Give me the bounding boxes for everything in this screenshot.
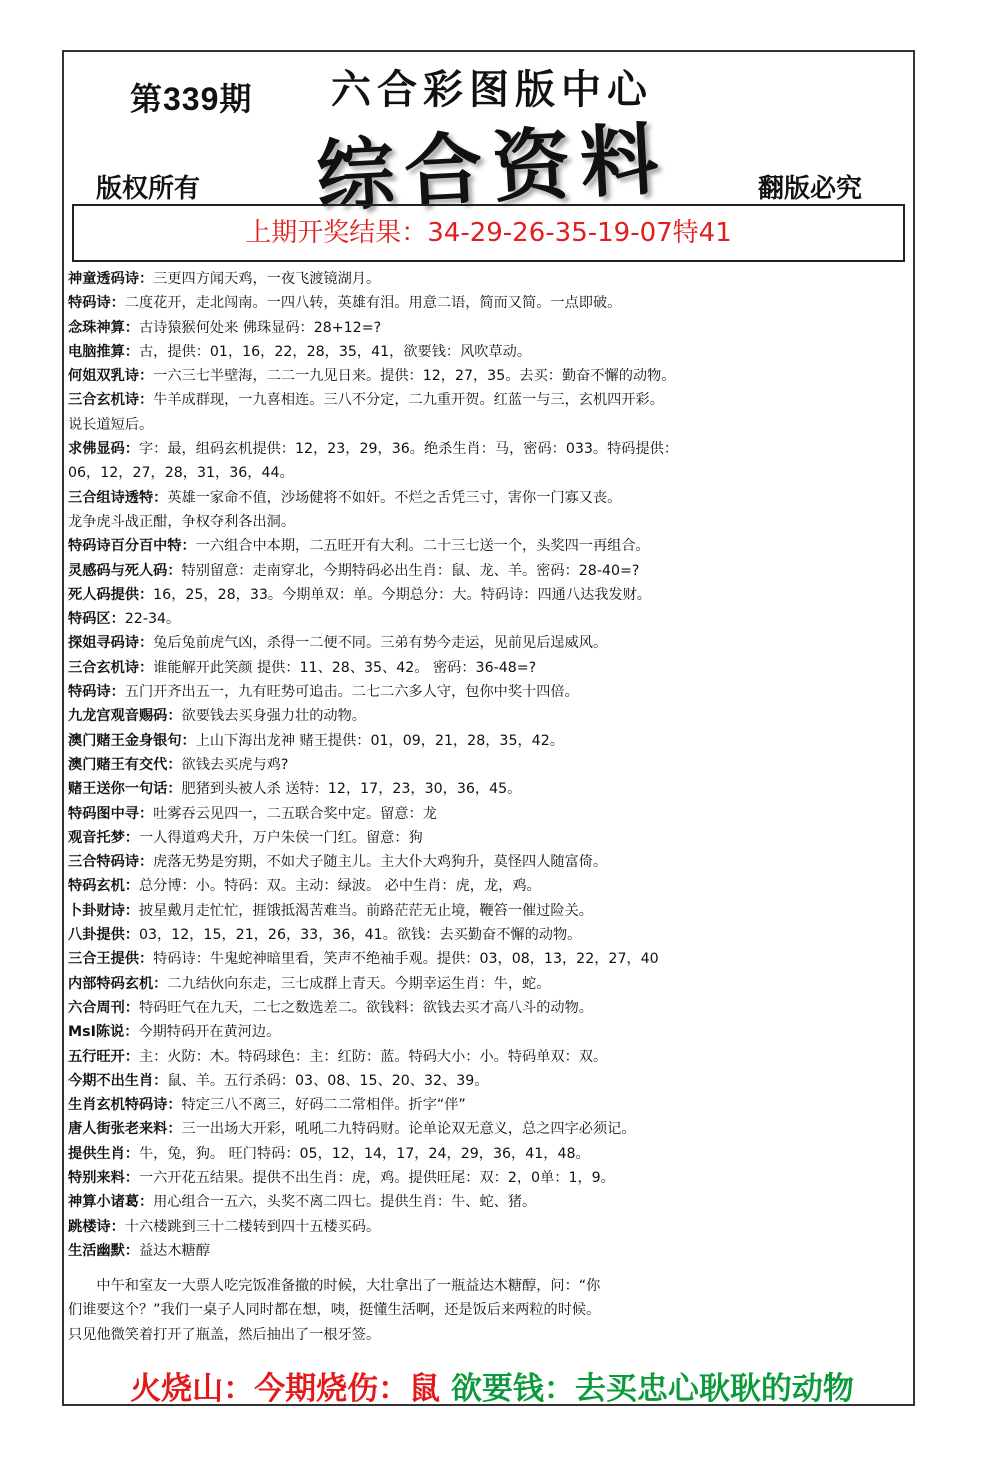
line-label: 三合玄机诗： [68,392,154,409]
line-text: 今期特码开在黄河边。 [138,1024,281,1041]
line-text: 虎落无势是穷期，不如犬子随主儿。主大仆大鸡狗升，莫怪四人随富倚。 [153,854,608,871]
line-text: 用心组合一五六，头奖不离二四七。提供生肖：牛、蛇、猪。 [153,1194,537,1211]
content-line [68,388,908,412]
line-text: 16，25，28，33。今期单双：单。今期总分：大。特码诗：四通八达我发财。 [153,586,651,603]
line-label: 卜卦财诗： [68,902,139,919]
line-label: 电脑推算： [68,343,139,360]
line-label: 神算小诸葛： [68,1194,154,1211]
content-line [68,923,908,947]
line-text: 英雄一家命不值，沙场健将不如奸。不烂之舌凭三寸，害你一门寡又丧。 [167,489,622,506]
content-line [68,1117,908,1141]
line-label: 念珠神算： [68,319,139,336]
content-line [68,631,908,655]
content-line [68,1069,908,1093]
line-text: 特定三八不离三，好码二二常相伴。折字“伴” [181,1097,466,1114]
issue-number: 第339期 [130,81,253,117]
content-line [68,729,908,753]
footer-banner [0,1363,984,1408]
line-label: 特码诗百分百中特： [68,538,196,555]
content-line [68,996,908,1020]
content-line [68,826,908,850]
content-line [68,1093,908,1117]
content-line [68,413,908,437]
footer-red-text: 火烧山：今期烧伤：鼠 [130,1371,441,1407]
line-label: 三合组诗透特： [68,489,168,506]
line-text: 龙争虎斗战正酣，争权夺利各出洞。 [68,513,296,530]
content-line [68,704,908,728]
line-text: 特码旺气在九天，二七之数选差二。欲钱料：欲钱去买才高八斗的动物。 [138,999,593,1016]
line-text: 一六三七半壁海，二二一九见日来。提供：12，27，35。去买：勤奋不懈的动物。 [153,368,676,385]
content-line [68,607,908,631]
content-line [68,972,908,996]
content-line [68,802,908,826]
content-line [68,1166,908,1190]
content-line [68,680,908,704]
content-line [68,510,908,534]
content-line [68,461,908,485]
content-line [68,583,908,607]
line-text: 十六楼跳到三十二楼转到四十五楼买码。 [124,1218,381,1235]
line-text: 吐雾吞云见四一，二五联合奖中定。留意：龙 [153,805,437,822]
line-label: MsI陈说： [68,1024,139,1041]
line-text: 披星戴月走忙忙，捱饿抵渴苦难当。前路茫茫无止境，鞭笞一催过险关。 [138,902,593,919]
content-lines [68,267,908,1263]
content-line [68,267,908,291]
line-label: 特码诗： [68,684,125,701]
line-text: 上山下海出龙神 赌王提供：01，09，21，28，35，42。 [195,732,564,749]
content-line [68,291,908,315]
line-label: 观音托梦： [68,829,139,846]
content-line [68,486,908,510]
line-label: 六合周刊： [68,999,139,1016]
content-line [68,1142,908,1166]
humor-story [68,1274,908,1347]
line-label: 特码玄机： [68,878,139,895]
line-label: 神童透码诗： [68,271,154,287]
line-text: 特别留意：走南穿北，今期特码必出生肖：鼠、龙、羊。密码：28-40=? [181,562,640,579]
line-label: 生活幽默： [68,1242,139,1259]
line-text: 06，12，27，28，31，36，44。 [68,465,294,482]
story-line: 们谁要这个？”我们一桌子人同时都在想，咦，挺懂生活啊，还是饭后来两粒的时候。 [68,1302,601,1319]
main-title: 综合资料 [314,113,671,224]
copyright-notice: 版权所有 [96,174,201,204]
line-label: 提供生肖： [68,1145,139,1162]
line-text: 03，12，15，21，26，33，36，41。欲钱：去买勤奋不懈的动物。 [138,927,582,944]
line-label: 特码区： [68,611,125,628]
piracy-notice: 翻版必究 [758,174,863,204]
content-line [68,340,908,364]
line-text: 肥猪到头被人杀 送特：12，17，23，30，36，45。 [181,781,522,798]
content-line [68,753,908,777]
line-text: 特码诗：牛鬼蛇神暗里看，笑声不绝袖手观。提供：03，08，13，22，27，40 [153,951,659,968]
content-line [68,899,908,923]
line-label: 今期不出生肖： [68,1072,168,1089]
line-label: 特码诗： [68,295,125,312]
line-text: 欲要钱去买身强力壮的动物。 [181,708,366,725]
line-label: 唐人街张老来料： [68,1121,182,1138]
line-text: 一六开花五结果。提供不出生肖：虎，鸡。提供旺尾：双：2，0单：1，9。 [138,1169,615,1186]
line-label: 九龙宫观音赐码： [68,708,182,725]
line-text: 22-34。 [124,611,181,628]
line-text: 牛羊成群现，一九喜相连。三八不分定，二九重开贺。红蓝一与三，玄机四开彩。 [153,392,664,409]
content-line [68,1045,908,1069]
line-text: 三更四方闻天鸡，一夜飞渡镜湖月。 [153,271,381,287]
line-label: 澳门赌王有交代： [68,756,182,773]
line-label: 三合玄机诗： [68,659,154,676]
line-text: 主：火防：木。特码球色：主：红防：蓝。特码大小：小。特码单双：双。 [138,1048,608,1065]
content-line [68,947,908,971]
line-label: 赌王送你一句话： [68,781,182,798]
line-label: 特码图中寻： [68,805,154,822]
content-line [68,534,908,558]
line-text: 兔后兔前虎气凶，杀得一二便不同。三弟有势今走运，见前见后逞威风。 [153,635,608,652]
line-text: 谁能解开此笑颜 提供：11、28、35、42。 密码：36-48=? [153,659,537,676]
line-label: 特别来料： [68,1169,139,1186]
line-text: 说长道短后。 [68,416,154,433]
line-text: 总分博：小。特码：双。主动：绿波。 必中生肖：虎，龙，鸡。 [138,878,541,895]
line-label: 八卦提供： [68,927,139,944]
line-text: 鼠、羊。五行杀码：03、08、15、20、32、39。 [167,1072,489,1089]
line-text: 欲钱去买虎与鸡? [181,756,289,773]
content-line [68,1239,908,1263]
line-label: 五行旺开： [68,1048,139,1065]
line-label: 跳楼诗： [68,1218,125,1235]
content-line [68,437,908,461]
last-draw-result: 上期开奖结果：34-29-26-35-19-07特41 [72,204,905,262]
line-label: 死人码提供： [68,586,154,603]
line-label: 灵感码与死人码： [68,562,182,579]
story-line: 只见他微笑着打开了瓶盖，然后抽出了一根牙签。 [68,1326,381,1343]
content-line [68,559,908,583]
line-text: 古诗猿猴何处来 佛珠显码：28+12=? [138,319,382,336]
content-line [68,1215,908,1239]
publisher-title: 六合彩图版中心 [331,66,653,113]
line-text: 五门开齐出五一，九有旺势可追击。二七二六多人守，包你中奖十四倍。 [124,684,579,701]
line-label: 内部特码玄机： [68,975,168,992]
content-line [68,1190,908,1214]
line-text: 二度花开，走北闯南。一四八转，英雄有泪。用意二语，简而又简。一点即破。 [124,295,622,312]
line-label: 三合特码诗： [68,854,154,871]
line-text: 二九结伙向东走，三七成群上青天。今期幸运生肖：牛，蛇。 [167,975,551,992]
content-line [68,850,908,874]
line-text: 古，提供：01，16，22，28，35，41，欲要钱：风吹草动。 [138,343,532,360]
content-line [68,777,908,801]
line-text: 益达木糖醇 [138,1242,210,1259]
content-line [68,656,908,680]
line-text: 一六组合中本期，二五旺开有大利。二十三七送一个，头奖四一再组合。 [195,538,650,555]
line-text: 三一出场大开彩，吼吼二九特码财。论单论双无意义，总之四字必须记。 [181,1121,636,1138]
line-text: 牛，兔，狗。 旺门特码：05，12，14，17，24，29，36，41，48。 [138,1145,590,1162]
content-line [68,364,908,388]
story-line: 中午和室友一大票人吃完饭准备撤的时候，大壮拿出了一瓶益达木糖醇，问：“你 [68,1278,601,1294]
footer-green-text: 欲要钱：去买忠心耿耿的动物 [450,1371,854,1407]
line-label: 生肖玄机特码诗： [68,1097,182,1114]
line-label: 探姐寻码诗： [68,635,154,652]
line-label: 求佛显码： [68,441,139,458]
content-line [68,316,908,340]
line-label: 澳门赌王金身银句： [68,732,196,749]
line-label: 三合王提供： [68,951,154,968]
content-line [68,874,908,898]
line-text: 一人得道鸡犬升，万户朱侯一门红。留意：狗 [138,829,423,846]
content-line [68,1020,908,1044]
line-label: 何姐双乳诗： [68,368,154,385]
line-text: 字：最，组码玄机提供：12，23，29，36。绝杀生肖：马，密码：033。特码提供： [138,441,679,458]
